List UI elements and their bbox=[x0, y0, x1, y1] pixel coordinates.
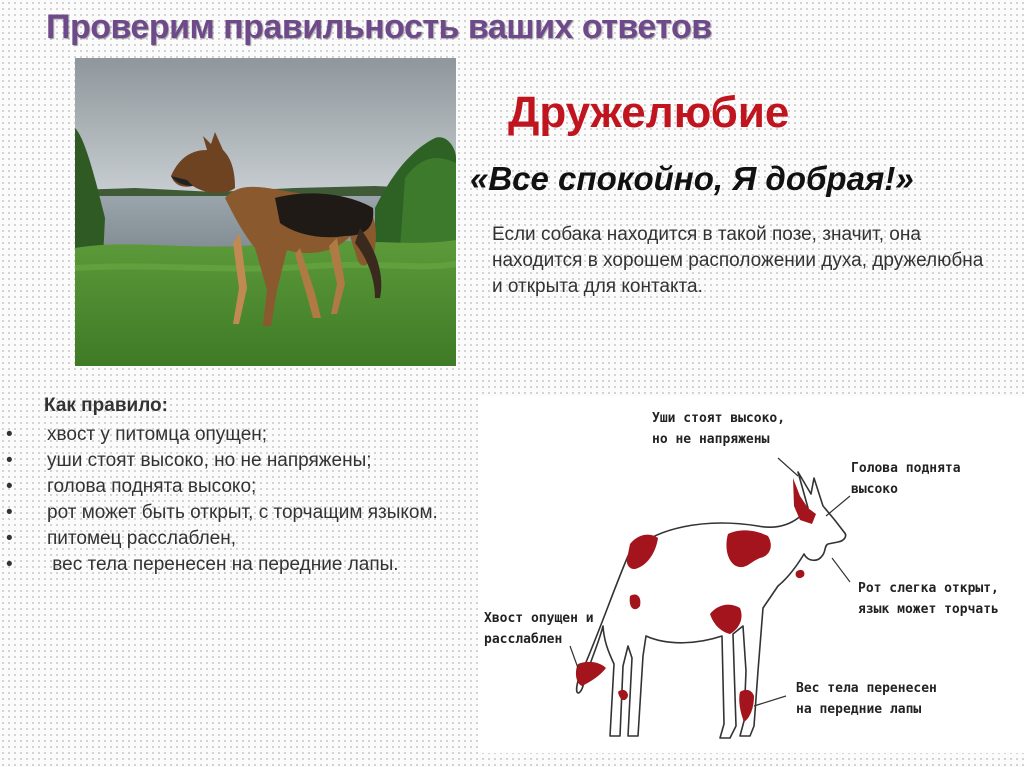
rules-list bbox=[0, 393, 470, 578]
bullet-icon: • bbox=[6, 528, 13, 549]
list-item bbox=[0, 448, 470, 474]
quote-text: «Все спокойно, Я добрая!» bbox=[470, 160, 914, 197]
label-tail: Хвост опущен и расслаблен bbox=[484, 611, 594, 647]
list-item-text: уши стоят высоко, но не напряжены; bbox=[47, 450, 372, 471]
list-item bbox=[0, 552, 427, 578]
bullet-icon: • bbox=[6, 476, 13, 497]
list-item bbox=[0, 500, 447, 526]
list-item-text: питомец расслаблен, bbox=[47, 528, 236, 549]
list-item bbox=[0, 474, 470, 500]
list-item-text: голова поднята высоко; bbox=[47, 476, 257, 497]
list-item bbox=[0, 526, 470, 552]
label-mouth: Рот слегка открыт, язык может торчать bbox=[858, 581, 999, 617]
dog-photo bbox=[75, 58, 456, 366]
label-weight: Вес тела перенесен на передние лапы bbox=[796, 681, 937, 717]
bullet-icon: • bbox=[6, 450, 13, 471]
description-text: Если собака находится в такой позе, значит, она находится в хорошем расположении духа, дружелюбна и открыта для контакта. bbox=[492, 224, 984, 297]
bullet-icon: • bbox=[6, 554, 13, 575]
dog-posture-diagram bbox=[478, 396, 1024, 753]
label-head: Голова поднята высоко bbox=[851, 461, 961, 497]
slide-title: Проверим правильность ваших ответов bbox=[46, 8, 712, 46]
section-heading: Дружелюбие bbox=[508, 88, 790, 137]
bullet-icon: • bbox=[6, 502, 13, 523]
bullet-icon: • bbox=[6, 424, 13, 445]
list-item-text: рот может быть открыт, с торчащим языком. bbox=[47, 502, 438, 523]
label-ears: Уши стоят высоко, но не напряжены bbox=[652, 411, 786, 447]
list-item bbox=[0, 422, 470, 448]
rules-heading: Как правило: bbox=[44, 395, 168, 416]
list-item-text: вес тела перенесен на передние лапы. bbox=[47, 554, 399, 575]
list-item-text: хвост у питомца опущен; bbox=[47, 424, 268, 445]
